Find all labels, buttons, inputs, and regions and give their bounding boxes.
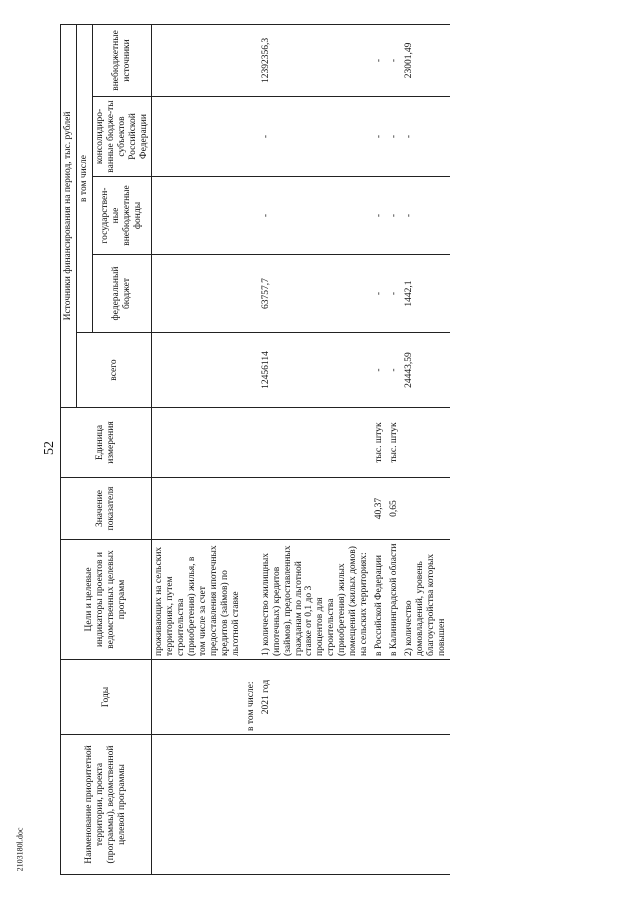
- goal-text: 2) количество домовладений, уровень благоустройства которых повышен: [402, 540, 450, 660]
- footer-document-id: 2103180l.doc: [15, 827, 25, 872]
- federal-cell: 63757,7: [259, 255, 372, 333]
- regional-cell: -: [402, 97, 450, 177]
- header-regional: консолидиро-ванные бюдже-ты субъектов Российской Федерации: [92, 97, 152, 177]
- years-cell: в том числе:: [244, 660, 259, 735]
- table-row: [244, 24, 259, 874]
- unit-cell: тыс. штук: [387, 408, 402, 478]
- header-funding: Источники финансирования на период, тыс. рублей: [61, 24, 77, 407]
- header-including: в том числе: [76, 24, 92, 332]
- table-row: [387, 24, 402, 874]
- state-funds-cell: -: [402, 177, 450, 255]
- header-state-funds: государствен-ные внебюджетные фонды: [92, 177, 152, 255]
- offbudget-cell: 23001,49: [402, 24, 450, 96]
- state-funds-cell: -: [372, 177, 387, 255]
- goal-text: в Калининградской области: [387, 540, 402, 660]
- header-name: Наименование приоритетной территории, проекта (программы), ведомственной целевой программы: [61, 735, 152, 875]
- rotated-table-page: [60, 25, 600, 875]
- regional-cell: -: [372, 97, 387, 177]
- header-federal: федеральный бюджет: [92, 255, 152, 333]
- federal-cell: 1442,1: [402, 255, 450, 333]
- years-cell: 2021 год: [259, 660, 372, 735]
- offbudget-cell: 12392356,3: [259, 24, 372, 96]
- goal-text: 1) количество жилищных (ипотечных) кредитов (займов), предоставленных гражданам по льготной ставке от 0,1 до 3 процентов для строительства (приобретения) жилых помещений (жилых домов) на сельских территориях:: [259, 540, 372, 660]
- state-funds-cell: -: [259, 177, 372, 255]
- offbudget-cell: -: [387, 24, 402, 96]
- federal-cell: -: [387, 255, 402, 333]
- goal-text: проживающих на сельских территориях, путем строительства (приобретения) жилья, в том числе за счет предоставления ипотечных кредитов (займов) по льготной ставке: [152, 540, 244, 660]
- value-cell: 40,37: [372, 478, 387, 540]
- total-cell: -: [387, 333, 402, 408]
- header-offbudget: внебюджетные источники: [92, 24, 152, 96]
- header-years: Годы: [61, 660, 152, 735]
- financing-table: [60, 24, 450, 875]
- header-goals: Цели и целевые индикаторы проектов и ведомственных целевых программ: [61, 540, 152, 660]
- goal-text: в Российской Федерации: [372, 540, 387, 660]
- regional-cell: -: [387, 97, 402, 177]
- table-row: [402, 24, 450, 874]
- total-cell: -: [372, 333, 387, 408]
- value-cell: 0,65: [387, 478, 402, 540]
- header-value: Значение показателя: [61, 478, 152, 540]
- table-row: [372, 24, 387, 874]
- unit-cell: тыс. штук: [372, 408, 387, 478]
- header-unit: Единица измерения: [61, 408, 152, 478]
- federal-cell: -: [372, 255, 387, 333]
- total-cell: 12456114: [259, 333, 372, 408]
- page-number: 52: [42, 441, 57, 455]
- header-total: всего: [76, 333, 152, 408]
- regional-cell: -: [259, 97, 372, 177]
- offbudget-cell: -: [372, 24, 387, 96]
- table-row: [152, 24, 244, 874]
- total-cell: 24443,59: [402, 333, 450, 408]
- state-funds-cell: -: [387, 177, 402, 255]
- table-row: [259, 24, 372, 874]
